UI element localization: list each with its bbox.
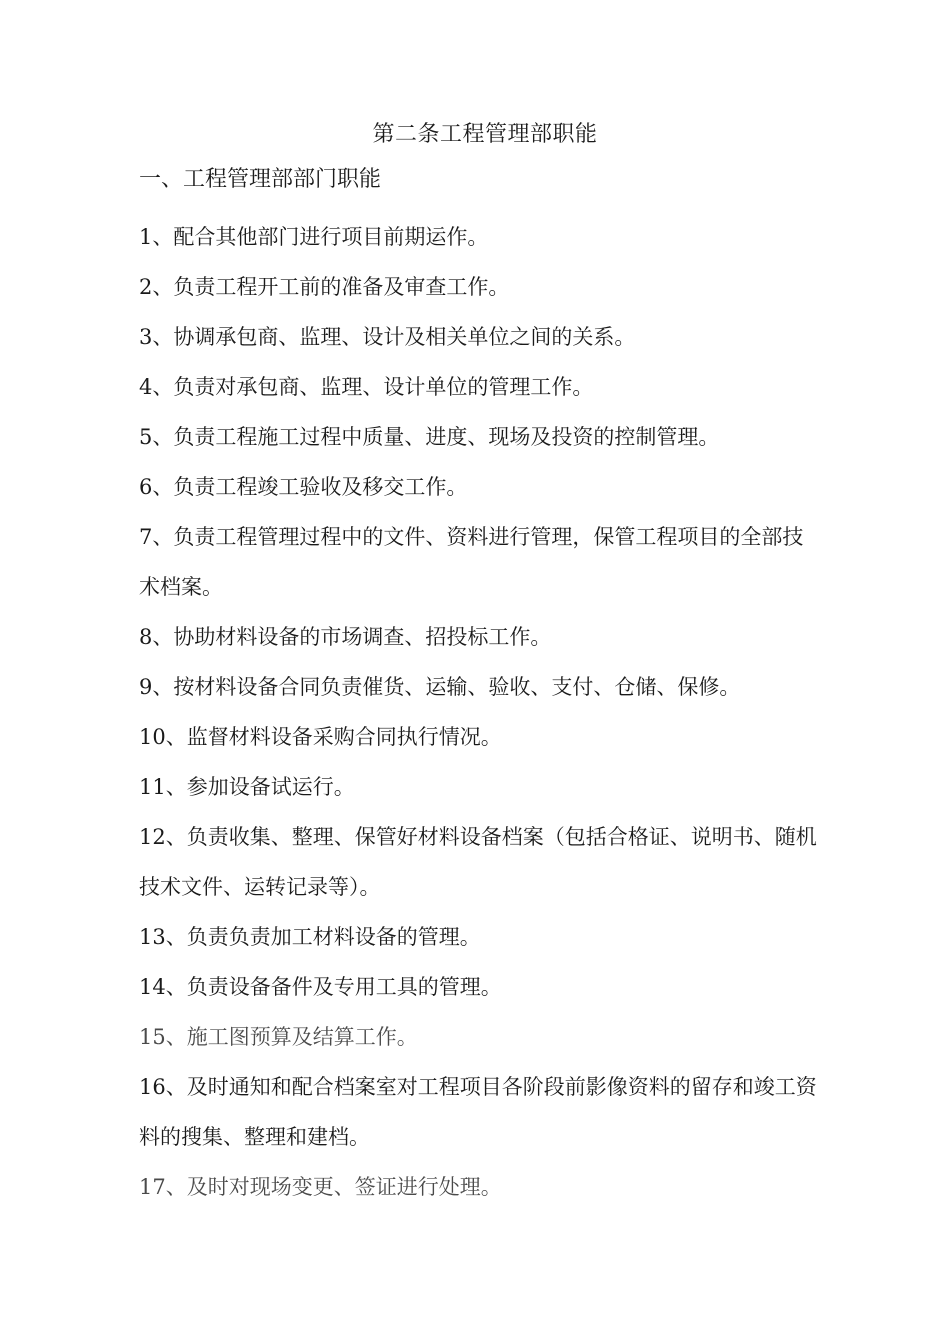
duty-list — [139, 212, 819, 1212]
list-item: 11、参加设备试运行。 — [139, 775, 355, 799]
list-item: 13、负责负责加工材料设备的管理。 — [139, 925, 481, 949]
list-item: 17、及时对现场变更、签证进行处理。 — [139, 1175, 502, 1199]
list-item: 15、施工图预算及结算工作。 — [139, 1025, 418, 1049]
section-heading: 一、工程管理部部门职能 — [139, 167, 382, 192]
list-item: 14、负责设备备件及专用工具的管理。 — [139, 975, 502, 999]
page-title: 第二条工程管理部职能 — [372, 122, 598, 147]
list-item: 12、负责收集、整理、保管好材料设备档案（包括合格证、说明书、随机技术文件、运转记录等）。 — [139, 825, 817, 899]
list-item: 10、监督材料设备采购合同执行情况。 — [139, 725, 502, 749]
list-item: 2、负责工程开工前的准备及审查工作。 — [139, 275, 510, 299]
list-item: 8、协助材料设备的市场调查、招投标工作。 — [139, 625, 552, 649]
list-item: 1、配合其他部门进行项目前期运作。 — [139, 225, 489, 249]
list-item: 6、负责工程竣工验收及移交工作。 — [139, 475, 468, 499]
list-item: 9、按材料设备合同负责催货、运输、验收、支付、仓储、保修。 — [139, 675, 741, 699]
list-item: 4、负责对承包商、监理、设计单位的管理工作。 — [139, 375, 594, 399]
list-item: 5、负责工程施工过程中质量、进度、现场及投资的控制管理。 — [139, 425, 720, 449]
list-item: 3、协调承包商、监理、设计及相关单位之间的关系。 — [139, 325, 636, 349]
list-item: 16、及时通知和配合档案室对工程项目各阶段前影像资料的留存和竣工资料的搜集、整理和建档。 — [139, 1075, 817, 1149]
list-item: 7、负责工程管理过程中的文件、资料进行管理，保管工程项目的全部技术档案。 — [139, 525, 804, 599]
